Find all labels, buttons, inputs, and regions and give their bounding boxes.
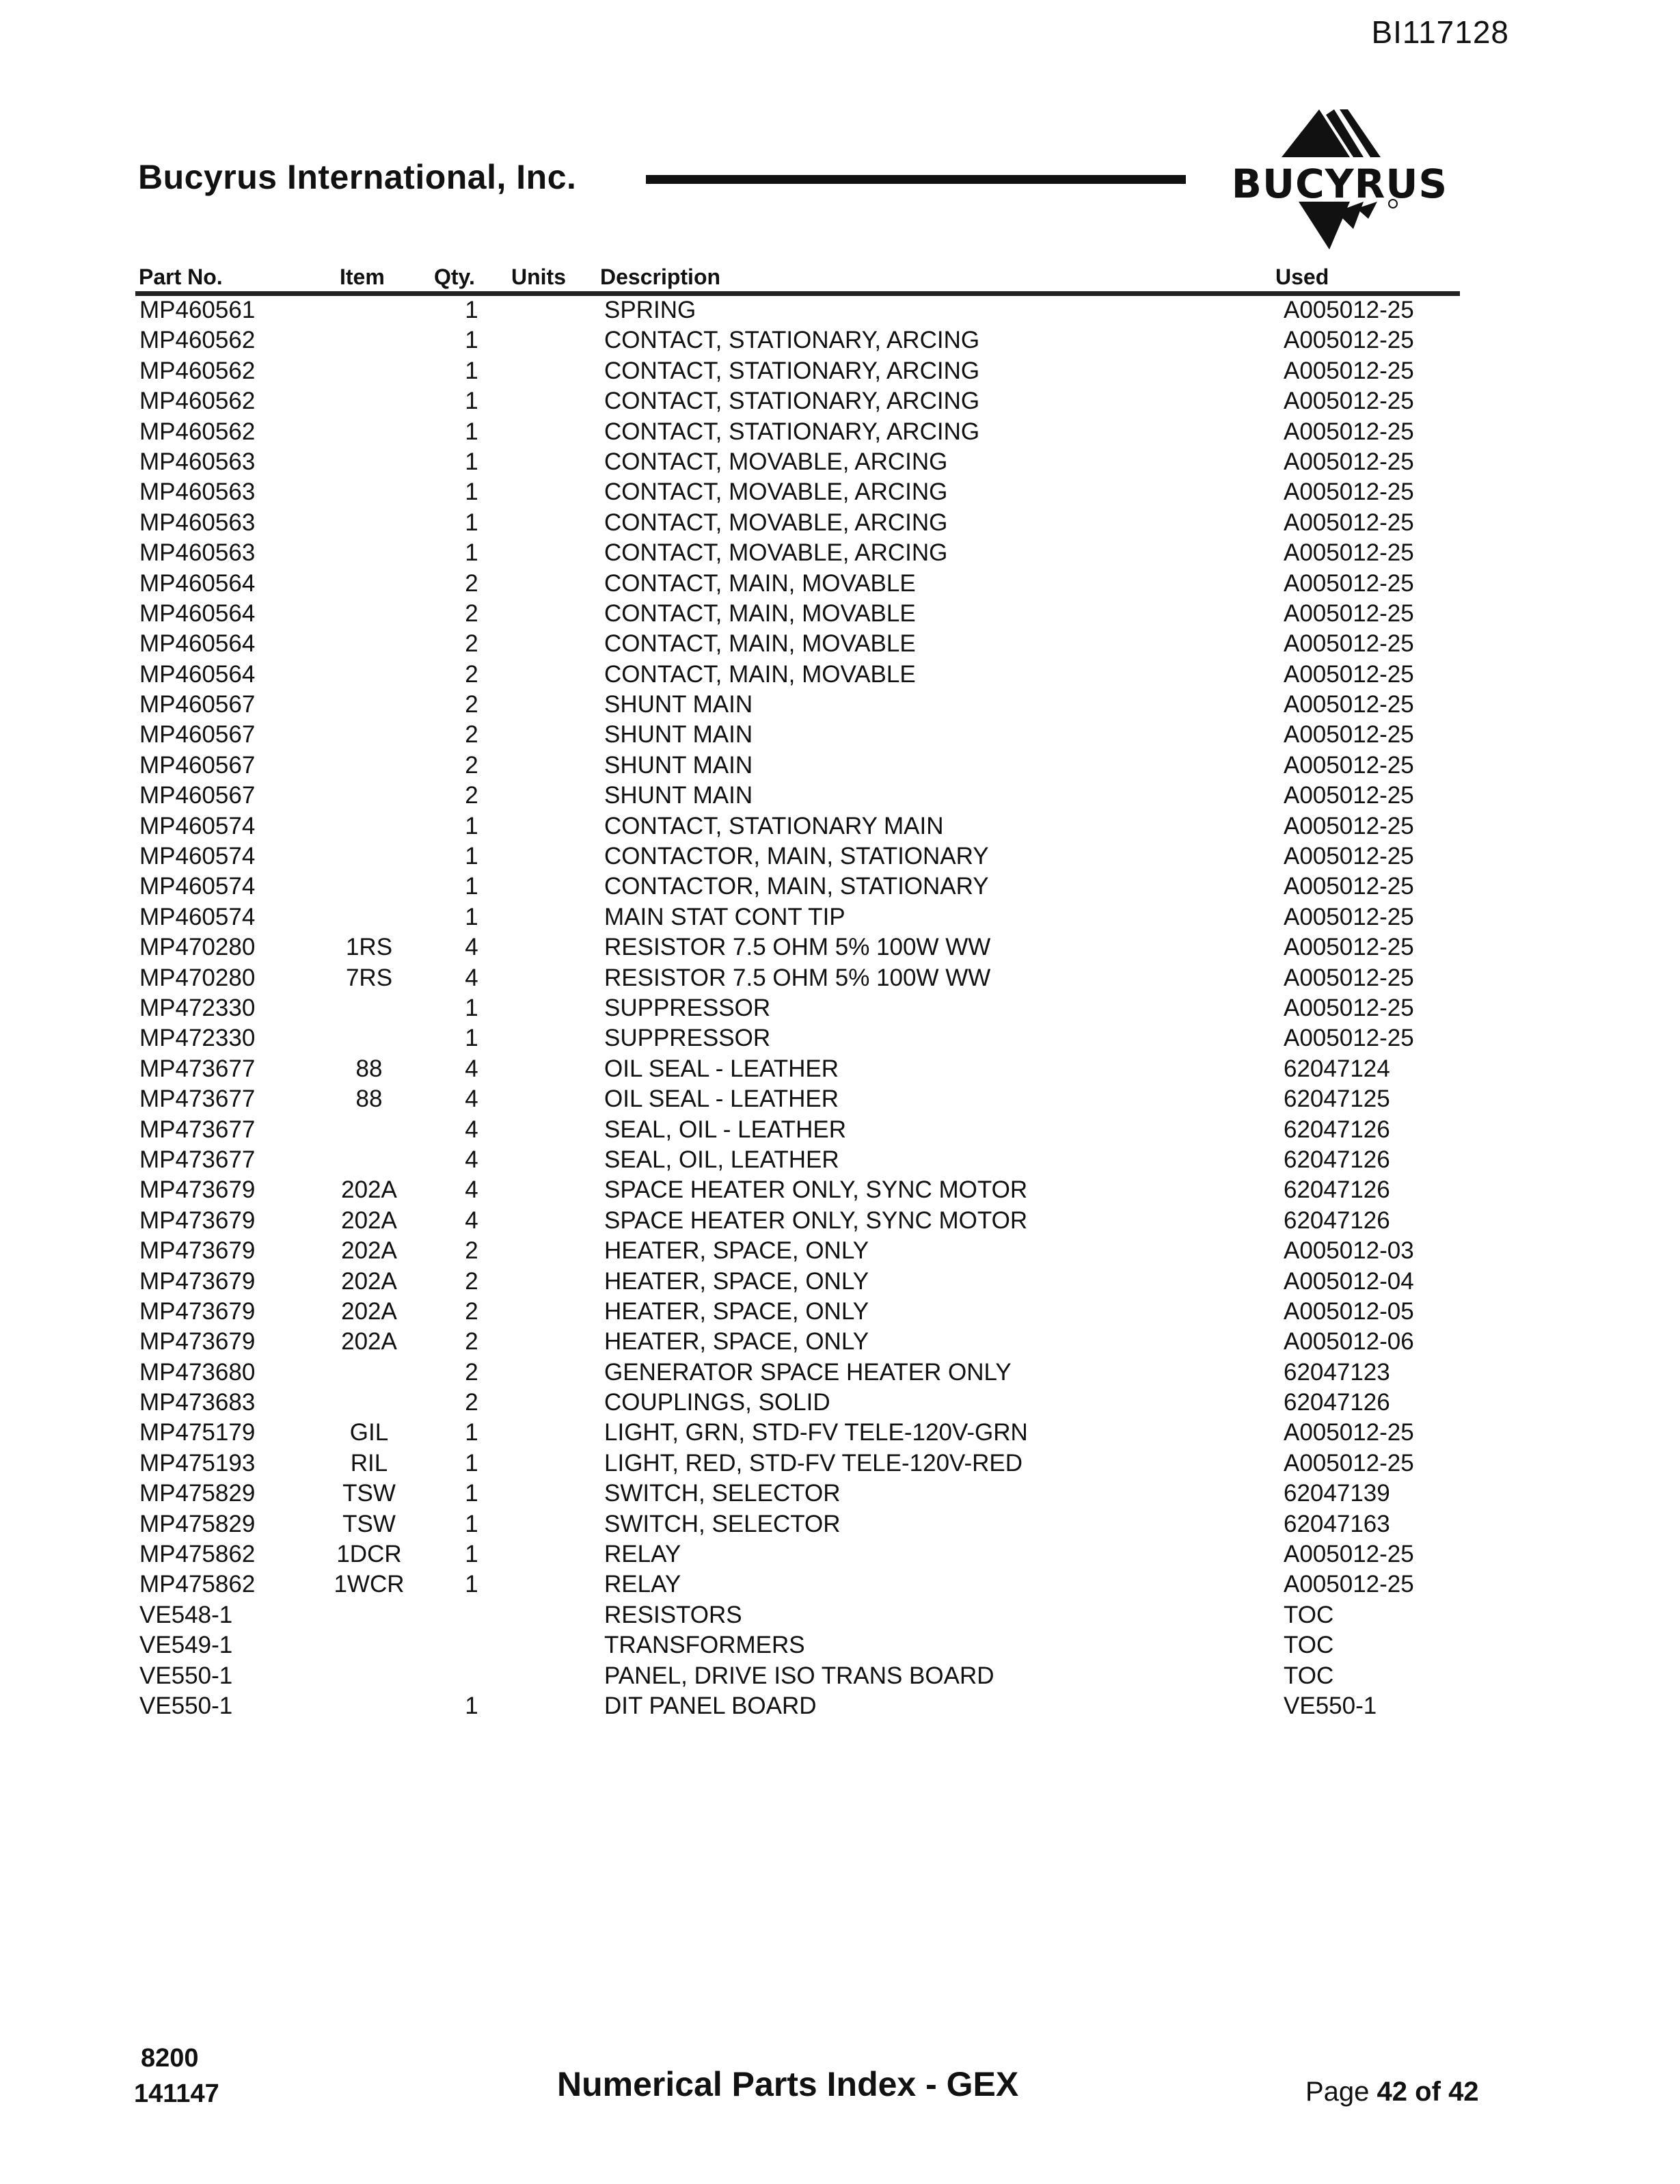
used-cell: A005012-25 [1284,691,1414,718]
qty-cell: 1 [465,812,478,839]
part-number-cell: MP475829 [139,1480,256,1507]
item-cell: 202A [341,1328,397,1356]
used-cell: A005012-04 [1284,1267,1414,1295]
description-cell: GENERATOR SPACE HEATER ONLY [604,1358,1012,1386]
part-number-cell: MP460574 [139,873,256,900]
item-cell: 7RS [345,964,393,991]
company-name: Bucyrus International, Inc. [138,158,577,196]
qty-cell: 1 [465,357,478,384]
part-number-cell: MP473677 [139,1055,256,1082]
qty-cell: 2 [465,782,478,809]
used-cell: A005012-25 [1284,478,1414,506]
part-number-cell: MP473677 [139,1086,256,1113]
qty-cell: 1 [465,327,478,354]
used-cell: 62047126 [1284,1389,1390,1416]
description-cell: RESISTOR 7.5 OHM 5% 100W WW [604,934,991,961]
qty-cell: 1 [465,994,478,1021]
table-row [0,1175,1680,1205]
footer-title: Numerical Parts Index - GEX [557,2065,1019,2103]
col-header-part: Part No. [139,265,223,289]
used-cell: A005012-25 [1284,751,1414,779]
used-cell: 62047123 [1284,1358,1390,1386]
table-row [0,1267,1680,1297]
part-number-cell: MP460561 [139,297,256,323]
qty-cell: 4 [465,1116,478,1143]
table-row [0,1236,1680,1266]
qty-cell: 2 [465,691,478,718]
table-row [0,781,1680,811]
used-cell: TOC [1284,1662,1334,1689]
qty-cell: 2 [465,1267,478,1295]
table-row [0,872,1680,902]
qty-cell: 1 [465,903,478,930]
table-row [0,1539,1680,1569]
qty-cell: 4 [465,1086,478,1113]
part-number-cell: MP460562 [139,418,256,445]
table-row [0,477,1680,507]
qty-cell: 2 [465,660,478,688]
page-current: 42 [1377,2077,1408,2107]
part-number-cell: MP473677 [139,1116,256,1143]
item-cell: GIL [349,1419,389,1446]
part-number-cell: MP460563 [139,539,256,567]
part-number-cell: MP475862 [139,1541,256,1568]
used-cell: A005012-25 [1284,812,1414,839]
qty-cell: 1 [465,539,478,567]
description-cell: RELAY [604,1571,681,1598]
document-id: BI117128 [1371,14,1509,50]
table-row [0,599,1680,629]
used-cell: A005012-25 [1284,418,1414,445]
table-row [0,356,1680,386]
col-header-used: Used [1275,265,1329,289]
item-cell: 202A [341,1206,397,1234]
col-header-description: Description [600,265,721,289]
table-row [0,1206,1680,1236]
table-row [0,932,1680,962]
description-cell: SUPPRESSOR [604,994,771,1021]
used-cell: A005012-25 [1284,934,1414,961]
description-cell: SUPPRESSOR [604,1025,771,1052]
table-row [0,1479,1680,1509]
description-cell: SHUNT MAIN [604,751,753,779]
table-row [0,386,1680,416]
description-cell: RELAY [604,1541,681,1568]
description-cell: SPACE HEATER ONLY, SYNC MOTOR [604,1176,1028,1204]
qty-cell: 1 [465,873,478,900]
description-cell: SEAL, OIL, LEATHER [604,1146,839,1173]
used-cell: A005012-25 [1284,782,1414,809]
qty-cell: 2 [465,1237,478,1265]
description-cell: CONTACTOR, MAIN, STATIONARY [604,873,989,900]
item-cell: 202A [341,1176,397,1204]
qty-cell: 2 [465,751,478,779]
description-cell: CONTACT, MAIN, MOVABLE [604,569,916,597]
part-number-cell: MP460567 [139,782,256,809]
page-total: 42 [1448,2077,1479,2107]
table-row [0,1448,1680,1479]
table-row [0,1569,1680,1600]
part-number-cell: MP475862 [139,1571,256,1598]
qty-cell: 1 [465,1571,478,1598]
used-cell: VE550-1 [1284,1692,1377,1719]
qty-cell: 2 [465,630,478,658]
part-number-cell: MP470280 [139,964,256,991]
description-cell: CONTACT, MOVABLE, ARCING [604,478,948,506]
part-number-cell: MP475193 [139,1449,256,1477]
description-cell: CONTACT, MOVABLE, ARCING [604,448,948,475]
description-cell: CONTACT, MOVABLE, ARCING [604,539,948,567]
used-cell: A005012-25 [1284,630,1414,658]
qty-cell: 2 [465,1328,478,1356]
col-header-item: Item [340,265,385,289]
header-rule [646,175,1186,184]
table-row [0,629,1680,659]
part-number-cell: MP460564 [139,630,256,658]
qty-cell: 1 [465,388,478,415]
description-cell: LIGHT, RED, STD-FV TELE-120V-RED [604,1449,1023,1477]
description-cell: HEATER, SPACE, ONLY [604,1297,869,1325]
qty-cell: 1 [465,1541,478,1568]
part-number-cell: MP473677 [139,1146,256,1173]
used-cell: A005012-25 [1284,599,1414,627]
part-number-cell: MP460562 [139,357,256,384]
qty-cell: 2 [465,721,478,749]
description-cell: CONTACT, MAIN, MOVABLE [604,630,916,658]
description-cell: PANEL, DRIVE ISO TRANS BOARD [604,1662,994,1689]
used-cell: A005012-25 [1284,1025,1414,1052]
table-row [0,1661,1680,1691]
qty-cell: 4 [465,1206,478,1234]
qty-cell: 1 [465,843,478,870]
qty-cell: 1 [465,1419,478,1446]
col-header-qty: Qty. [434,265,475,289]
description-cell: TRANSFORMERS [604,1632,805,1659]
item-cell: 1RS [345,934,393,961]
qty-cell: 1 [465,1692,478,1719]
description-cell: CONTACT, STATIONARY, ARCING [604,388,980,415]
used-cell: A005012-25 [1284,569,1414,597]
used-cell: A005012-06 [1284,1328,1414,1356]
description-cell: CONTACT, MAIN, MOVABLE [604,599,916,627]
used-cell: A005012-25 [1284,721,1414,749]
page-prefix: Page [1305,2077,1370,2107]
part-number-cell: MP460562 [139,388,256,415]
description-cell: DIT PANEL BOARD [604,1692,817,1719]
part-number-cell: MP472330 [139,1025,256,1052]
used-cell: A005012-25 [1284,1419,1414,1446]
part-number-cell: MP460567 [139,691,256,718]
used-cell: A005012-25 [1284,903,1414,930]
part-number-cell: MP460562 [139,327,256,354]
table-row [0,993,1680,1023]
table-row [0,1358,1680,1388]
table-row [0,417,1680,447]
used-cell: A005012-25 [1284,1449,1414,1477]
description-cell: LIGHT, GRN, STD-FV TELE-120V-GRN [604,1419,1028,1446]
item-cell: 1WCR [334,1571,405,1598]
table-row [0,538,1680,568]
used-cell: A005012-05 [1284,1297,1414,1325]
table-row [0,751,1680,781]
table-row [0,447,1680,477]
part-number-cell: MP473679 [139,1206,256,1234]
qty-cell: 4 [465,1176,478,1204]
used-cell: A005012-25 [1284,327,1414,354]
part-number-cell: MP473679 [139,1237,256,1265]
table-row [0,1600,1680,1630]
qty-cell: 1 [465,297,478,323]
used-cell: 62047139 [1284,1480,1390,1507]
used-cell: A005012-25 [1284,660,1414,688]
part-number-cell: MP473679 [139,1297,256,1325]
used-cell: 62047125 [1284,1086,1390,1113]
part-number-cell: VE550-1 [139,1662,233,1689]
description-cell: SWITCH, SELECTOR [604,1510,841,1537]
table-row [0,1327,1680,1357]
used-cell: A005012-25 [1284,539,1414,567]
table-row [0,1023,1680,1053]
table-row [0,963,1680,993]
description-cell: HEATER, SPACE, ONLY [604,1237,869,1265]
table-row [0,902,1680,932]
part-number-cell: MP460563 [139,448,256,475]
logo-text: BUCYRUS [1231,161,1448,207]
description-cell: HEATER, SPACE, ONLY [604,1267,869,1295]
used-cell: 62047126 [1284,1176,1390,1204]
used-cell: 62047163 [1284,1510,1390,1537]
description-cell: OIL SEAL - LEATHER [604,1086,839,1113]
description-cell: SEAL, OIL - LEATHER [604,1116,846,1143]
qty-cell: 1 [465,509,478,536]
description-cell: RESISTOR 7.5 OHM 5% 100W WW [604,964,991,991]
page-indicator [1305,2077,1479,2107]
description-cell: CONTACT, STATIONARY, ARCING [604,418,980,445]
part-number-cell: MP460563 [139,509,256,536]
description-cell: COUPLINGS, SOLID [604,1389,830,1416]
description-cell: CONTACTOR, MAIN, STATIONARY [604,843,989,870]
used-cell: 62047126 [1284,1206,1390,1234]
description-cell: SPACE HEATER ONLY, SYNC MOTOR [604,1206,1028,1234]
used-cell: A005012-25 [1284,1541,1414,1568]
table-row [0,841,1680,872]
part-number-cell: MP460563 [139,478,256,506]
part-number-cell: MP460564 [139,660,256,688]
table-row [0,1418,1680,1448]
part-number-cell: MP460564 [139,599,256,627]
used-cell: A005012-03 [1284,1237,1414,1265]
used-cell: A005012-25 [1284,994,1414,1021]
part-number-cell: MP460574 [139,903,256,930]
qty-cell: 4 [465,1055,478,1082]
qty-cell: 4 [465,964,478,991]
table-row [0,1054,1680,1084]
qty-cell: 1 [465,1449,478,1477]
part-number-cell: VE550-1 [139,1692,233,1719]
used-cell: A005012-25 [1284,1571,1414,1598]
item-cell: TSW [342,1510,396,1537]
qty-cell: 1 [465,418,478,445]
qty-cell: 1 [465,448,478,475]
description-cell: CONTACT, STATIONARY, ARCING [604,357,980,384]
qty-cell: 2 [465,599,478,627]
used-cell: A005012-25 [1284,357,1414,384]
used-cell: A005012-25 [1284,297,1414,323]
parts-table [0,295,1680,1721]
used-cell: A005012-25 [1284,843,1414,870]
table-row [0,295,1680,325]
table-row [0,811,1680,841]
qty-cell: 1 [465,1480,478,1507]
part-number-cell: MP470280 [139,934,256,961]
qty-cell: 4 [465,934,478,961]
item-cell: 202A [341,1237,397,1265]
table-row [0,1084,1680,1114]
description-cell: HEATER, SPACE, ONLY [604,1328,869,1356]
description-cell: CONTACT, MAIN, MOVABLE [604,660,916,688]
item-cell: RIL [350,1449,388,1477]
footer-number: 141147 [134,2079,219,2108]
qty-cell: 1 [465,478,478,506]
qty-cell: 1 [465,1025,478,1052]
part-number-cell: MP460567 [139,721,256,749]
part-number-cell: MP472330 [139,994,256,1021]
item-cell: 88 [355,1055,383,1082]
item-cell: 1DCR [336,1541,402,1568]
part-number-cell: VE548-1 [139,1601,233,1628]
table-row [0,1691,1680,1721]
used-cell: A005012-25 [1284,448,1414,475]
table-row [0,1630,1680,1660]
table-row [0,1145,1680,1175]
bucyrus-logo [1217,109,1463,267]
part-number-cell: MP473680 [139,1358,256,1386]
table-row [0,720,1680,750]
qty-cell: 4 [465,1146,478,1173]
description-cell: SHUNT MAIN [604,721,753,749]
item-cell: 202A [341,1297,397,1325]
table-row [0,1388,1680,1418]
used-cell: A005012-25 [1284,388,1414,415]
part-number-cell: MP473679 [139,1328,256,1356]
description-cell: MAIN STAT CONT TIP [604,903,845,930]
used-cell: 62047124 [1284,1055,1390,1082]
part-number-cell: MP473679 [139,1176,256,1204]
footer-model: 8200 [141,2044,199,2073]
used-cell: TOC [1284,1632,1334,1659]
used-cell: 62047126 [1284,1146,1390,1173]
used-cell: A005012-25 [1284,509,1414,536]
table-row [0,508,1680,538]
description-cell: SHUNT MAIN [604,691,753,718]
qty-cell: 2 [465,1297,478,1325]
table-row [0,569,1680,599]
table-row [0,1297,1680,1327]
item-cell: TSW [342,1480,396,1507]
qty-cell: 2 [465,569,478,597]
qty-cell: 1 [465,1510,478,1537]
qty-cell: 2 [465,1358,478,1386]
part-number-cell: MP460564 [139,569,256,597]
part-number-cell: MP460567 [139,751,256,779]
part-number-cell: MP473679 [139,1267,256,1295]
qty-cell: 2 [465,1389,478,1416]
used-cell: A005012-25 [1284,964,1414,991]
description-cell: SWITCH, SELECTOR [604,1480,841,1507]
description-cell: CONTACT, STATIONARY MAIN [604,812,944,839]
used-cell: 62047126 [1284,1116,1390,1143]
description-cell: CONTACT, MOVABLE, ARCING [604,509,948,536]
used-cell: A005012-25 [1284,873,1414,900]
table-row [0,660,1680,690]
table-row [0,1509,1680,1539]
part-number-cell: MP460574 [139,812,256,839]
table-row [0,325,1680,355]
part-number-cell: MP475829 [139,1510,256,1537]
item-cell: 88 [355,1086,383,1113]
description-cell: SHUNT MAIN [604,782,753,809]
table-row [0,690,1680,720]
part-number-cell: MP460574 [139,843,256,870]
part-number-cell: MP473683 [139,1389,256,1416]
table-row [0,1115,1680,1145]
item-cell: 202A [341,1267,397,1295]
part-number-cell: MP475179 [139,1419,256,1446]
description-cell: CONTACT, STATIONARY, ARCING [604,327,980,354]
col-header-units: Units [511,265,566,289]
page-of: of [1415,2077,1441,2107]
used-cell: TOC [1284,1601,1334,1628]
part-number-cell: VE549-1 [139,1632,233,1659]
description-cell: RESISTORS [604,1601,742,1628]
description-cell: OIL SEAL - LEATHER [604,1055,839,1082]
description-cell: SPRING [604,297,696,323]
